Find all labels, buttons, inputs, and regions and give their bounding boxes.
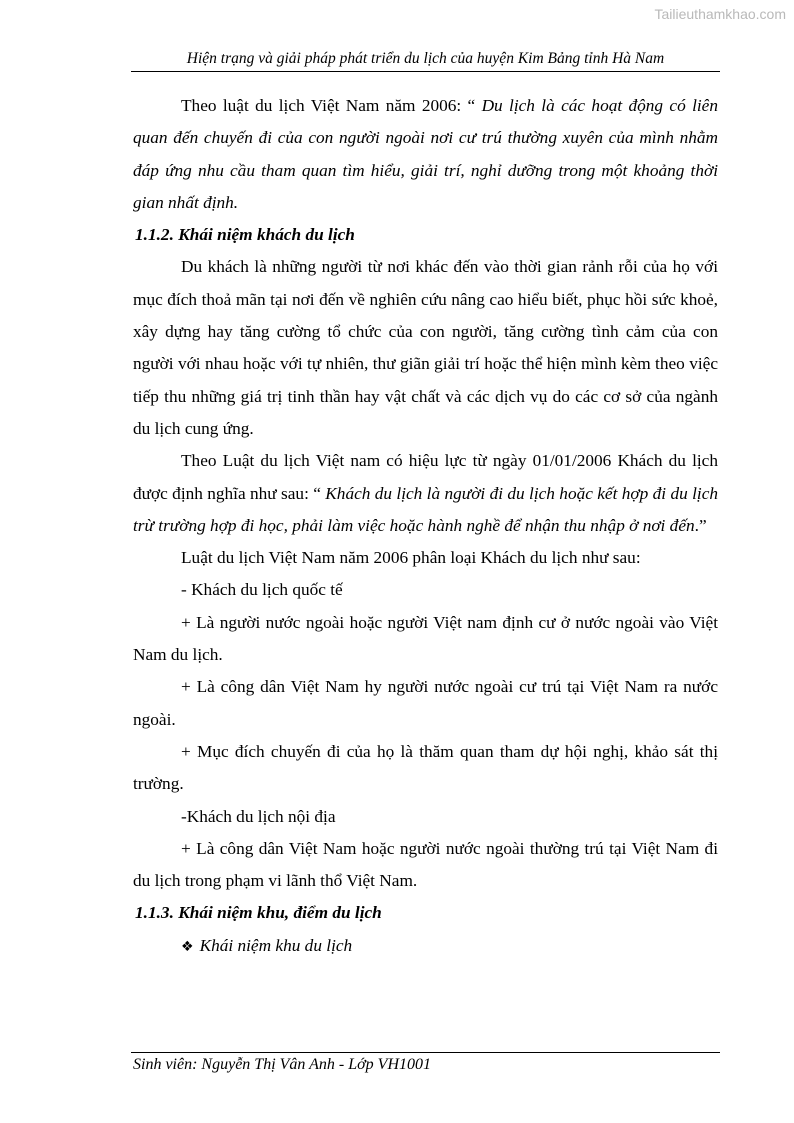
bullet-item xyxy=(133,930,718,963)
running-header: Hiện trạng và giải pháp phát triển du lịch của huyện Kim Bảng tỉnh Hà Nam xyxy=(186,50,665,67)
heading-1-1-2: 1.1.2. Khái niệm khách du lịch xyxy=(135,225,355,245)
item-domestic-1: + Là công dân Việt Nam hoặc người nước ngoài thường trú tại Việt Nam đi du lịch trong phạm vi lãnh thổ Việt Nam. xyxy=(133,838,718,891)
quote-tourism-definition: Du lịch là các hoạt động có liên quan đến chuyến đi của con người ngoài nơi cư trú thường xuyên của mình nhằm đáp ứng nhu cầu tham quan tìm hiểu, giải trí, nghỉ dưỡng trong một khoảng thời gian nhất định. xyxy=(133,96,718,212)
item-international-2: + Là công dân Việt Nam hy người nước ngoài cư trú tại Việt Nam ra nước ngoài. xyxy=(133,677,718,729)
header-divider xyxy=(131,71,720,72)
heading-1-1-3: 1.1.3. Khái niệm khu, điểm du lịch xyxy=(135,903,382,923)
item-international-tourist: - Khách du lịch quốc tế xyxy=(181,580,343,600)
paragraph-lead: Theo Luật du lịch Việt nam có hiệu lực từ ngày 01/01/2006 Khách du lịch được định nghĩa như sau: “ xyxy=(133,451,718,503)
paragraph-tourist-description: Du khách là những người từ nơi khác đến vào thời gian rảnh rỗi của họ với mục đích thoả mãn tại nơi đến về nghiên cứu nâng cao hiểu biết, phục hồi sức khoẻ, xây dựng hay tăng cường tổ chức của con người, tăng cường tình cảm của con người với nhau hoặc với tự nhiên, thư giãn giải trí hoặc thể hiện mình kèm theo việc tiếp thu những giá trị tinh thần hay vật chất và các dịch vụ do các cơ sở của ngành du lịch cung ứng. xyxy=(133,257,718,438)
footer-divider xyxy=(131,1052,720,1053)
paragraph-tourism-definition xyxy=(133,90,718,219)
item-international-1: + Là người nước ngoài hoặc người Việt nam định cư ở nước ngoài vào Việt Nam du lịch. xyxy=(133,612,718,665)
watermark: Tailieuthamkhao.com xyxy=(654,6,786,22)
quote-tourist-definition: Khách du lịch là người đi du lịch hoặc kết hợp đi du lịch trừ trường hợp đi học, phải làm việc hoặc hành nghề để nhận thu nhập ở nơi đến xyxy=(133,483,718,535)
page-body xyxy=(133,90,718,963)
paragraph-tourist-law-definition xyxy=(133,445,718,542)
bullet-text: Khái niệm khu du lịch xyxy=(199,935,353,955)
item-international-3: + Mục đích chuyến đi của họ là thăm quan tham dự hội nghị, khảo sát thị trường. xyxy=(133,741,718,794)
paragraph-tail: .” xyxy=(694,515,707,535)
item-domestic-tourist: -Khách du lịch nội địa xyxy=(181,806,336,826)
diamond-bullet-icon: ❖ xyxy=(181,938,194,955)
paragraph-classification: Luật du lịch Việt Nam năm 2006 phân loại Khách du lịch như sau: xyxy=(181,548,641,568)
running-footer: Sinh viên: Nguyễn Thị Vân Anh - Lớp VH1001 xyxy=(133,1056,431,1073)
paragraph-lead: Theo luật du lịch Việt Nam năm 2006: “ xyxy=(181,96,482,115)
